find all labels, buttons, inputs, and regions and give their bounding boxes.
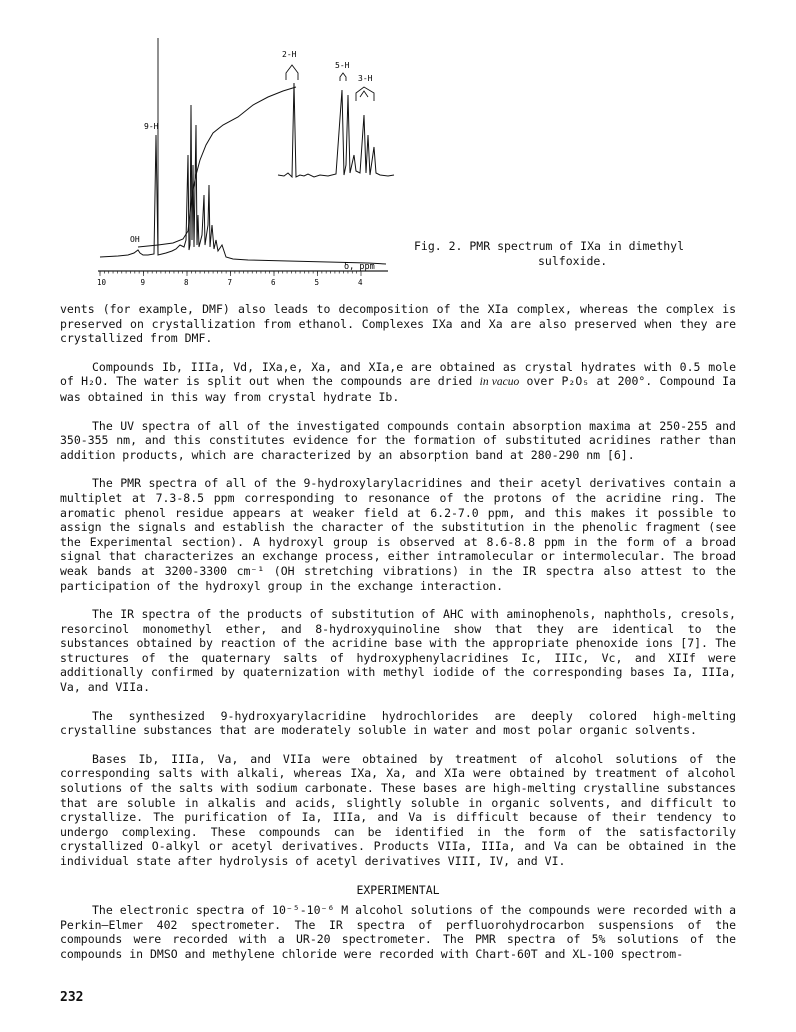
bracket-3h	[356, 87, 374, 101]
peak-label-oh: OH	[130, 235, 140, 244]
paragraph-hydrochlorides: The synthesized 9-hydroxyarylacridine hydrochlorides are deeply colored high-melting crystalline substances that are moderately soluble in water and most polar organic solvents.	[60, 708, 736, 738]
axis-tick-label: 10	[97, 278, 107, 287]
peak-label-9h: 9-H	[144, 122, 159, 131]
paragraph-crystal-hydrates	[60, 360, 736, 405]
italic-in-vacuo: in vacuo	[479, 376, 520, 389]
integration-curve	[138, 87, 296, 247]
axis-tick-label: 7	[227, 278, 233, 287]
spectrum-axis-minor-ticks	[100, 271, 361, 276]
pmr-spectrum-figure	[88, 35, 398, 290]
section-heading-experimental: EXPERIMENTAL	[356, 882, 440, 897]
axis-unit-label: δ, ppm	[344, 262, 375, 272]
axis-tick-label: 4	[358, 278, 363, 287]
caption-line-1: Fig. 2. PMR spectrum of IXa in dimethyl	[414, 239, 685, 253]
peak-label-5h: 5-H	[335, 61, 350, 70]
peak-label-2h: 2-H	[282, 50, 297, 59]
axis-tick-labels	[97, 278, 363, 287]
bracket-2h	[286, 65, 298, 80]
axis-tick-label: 9	[140, 278, 146, 287]
text-fragment: over P₂O₅ at 200°. Compound Ia was obtained in this way from crystal hydrate Ib.	[60, 374, 736, 404]
article-body	[60, 302, 736, 962]
axis-tick-label: 6	[271, 278, 276, 287]
axis-tick-label: 5	[314, 278, 320, 287]
paragraph-pmr-spectra: The PMR spectra of all of the 9-hydroxylarylacridines and their acetyl derivatives contain a multiplet at 7.3-8.5 ppm corresponding to resonance of the protons of the acridine ring. The aromatic phenol residue appears at weaker field at 6.2-7.0 ppm, and this makes it possible to assign the signals and establish the character of the substitution in the phenolic fragment (see the Experimental section). A hydroxyl group is observed at 8.6-8.8 ppm in the form of a broad signal that characterizes an exchange process, either intramolecular or intermolecular. The broad weak bands at 3200-3300 cm⁻¹ (OH stretching vibrations) in the IR spectra also attest to the participation of the hydroxyl group in the exchange interaction.	[60, 476, 736, 593]
inset-spectrum-trace	[278, 83, 394, 177]
paragraph-experimental: The electronic spectra of 10⁻⁵-10⁻⁶ M alcohol solutions of the compounds were recorded with a Perkin–Elmer 402 spectrometer. The IR spectra of perfluorohydrocarbon suspensions of the compounds were recorded with a UR-20 spectrometer. The PMR spectra of 5% solutions of the compounds in DMSO and methylene chloride were recorded with Chart-60T and XL-100 spectrom-	[60, 903, 736, 961]
paragraph-uv-spectra: The UV spectra of all of the investigated compounds contain absorption maxima at 250-255 and 350-355 nm, and this constitutes evidence for the formation of substituted acridines rather than addition products, which are characterized by an absorption band at 280-290 nm [6].	[60, 418, 736, 462]
text-fragment: Compounds Ib, IIIa, Vd, IXa,e, Xa, and XIa,e are obtained as crystal hydrates with 0.5 mole of H₂O. The water is split out when the compounds are dried	[60, 359, 736, 389]
paragraph-continuation: vents (for example, DMF) also leads to decomposition of the XIa complex, whereas the complex is preserved on crystallization from ethanol. Complexes IXa and Xa are also preserved when they are crystallized from DMF.	[60, 302, 736, 346]
paragraph-bases: Bases Ib, IIIa, Va, and VIIa were obtained by treatment of alcohol solutions of the corresponding salts with alkali, whereas IXa, Xa, and XIa were obtained by treatment of alcohol solutions of the salts with sodium carbonate. These bases are high-melting crystalline substances that are soluble in alkalis and acids, slightly soluble in organic solvents, and difficult to crystallize. The purification of Ia, IIIa, and Va is difficult because of their tendency to undergo complexing. These compounds can be identified in the form of the satisfactorily crystallized O-alkyl or acetyl derivatives. Products VIIa, IIIa, and Va can be obtained in the individual state after hydrolysis of acetyl derivatives VIII, IV, and VI.	[60, 751, 736, 868]
axis-tick-label: 8	[184, 278, 189, 287]
paragraph-ir-spectra: The IR spectra of the products of substitution of AHC with aminophenols, naphthols, cresols, resorcinol monomethyl ether, and 8-hydroxyquinoline show that they are identical to the substances obtained by reaction of the acridine base with the appropriate phenoxide ions [7]. The structures of the quaternary salts of hydroxyphenylacridines Ic, IIIc, Vc, and XIIf were additionally confirmed by quaternization with methyl iodide of the corresponding bases Ia, IIIa, Va, and VIIa.	[60, 607, 736, 695]
page-number: 232	[60, 990, 84, 1005]
bracket-5h	[340, 73, 346, 81]
peak-label-3h: 3-H	[358, 74, 373, 83]
figure-caption	[414, 239, 714, 269]
caption-line-2: sulfoxide.	[538, 254, 608, 268]
